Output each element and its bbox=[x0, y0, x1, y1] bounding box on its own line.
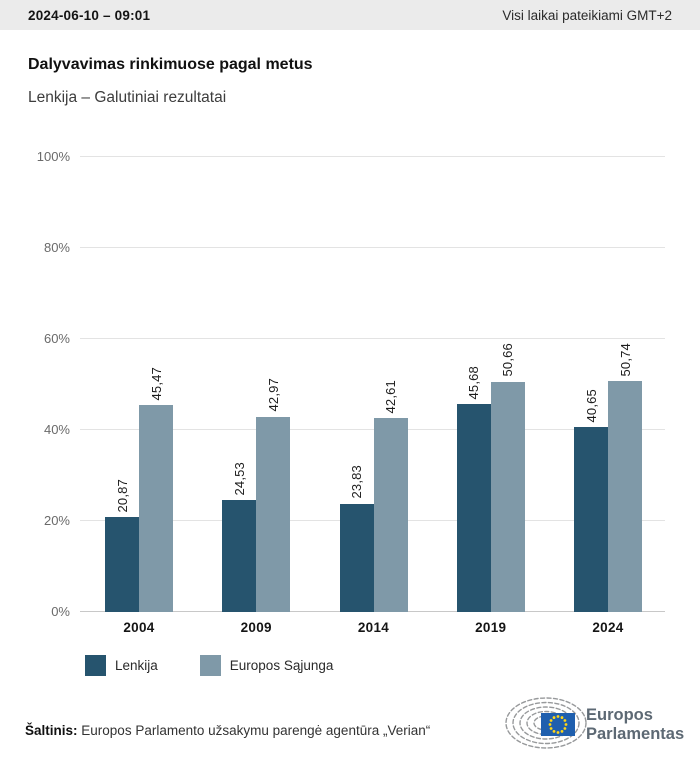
chart-legend bbox=[85, 655, 333, 676]
bar-value-label: 42,97 bbox=[265, 377, 281, 412]
bar-Lenkija-2004 bbox=[105, 517, 139, 612]
source-text: Europos Parlamento užsakymu parengė agentūra „Verian“ bbox=[81, 723, 431, 738]
y-axis-labels bbox=[0, 149, 70, 619]
legend-item-Europos Sąjunga bbox=[200, 655, 334, 676]
bar-group-2014 bbox=[340, 157, 408, 612]
bar-group-2019 bbox=[457, 157, 525, 612]
bar-column bbox=[256, 157, 290, 612]
bar-Lenkija-2009 bbox=[222, 500, 256, 612]
bar-value-label: 50,66 bbox=[500, 342, 516, 377]
eu-flag-star bbox=[553, 730, 556, 733]
bar-value-label: 42,61 bbox=[383, 379, 398, 414]
x-tick-label-2004: 2004 bbox=[123, 620, 155, 635]
bar-Lenkija-2014 bbox=[340, 504, 374, 612]
bar-column bbox=[457, 157, 491, 612]
bar-value-label: 45,68 bbox=[466, 365, 482, 400]
eu-flag-star bbox=[561, 730, 564, 733]
legend-label: Europos Sąjunga bbox=[229, 658, 334, 673]
eu-flag-star bbox=[550, 719, 553, 722]
logo-text-line2: Parlamentas bbox=[586, 725, 685, 743]
eu-flag-star bbox=[557, 715, 560, 718]
chart-title: Dalyvavimas rinkimuose pagal metus bbox=[28, 56, 313, 73]
bar-Europos Sąjunga-2019 bbox=[491, 382, 525, 613]
eu-flag-star bbox=[550, 727, 553, 730]
eu-flag-star bbox=[565, 723, 568, 726]
eu-flag-star bbox=[549, 723, 552, 726]
y-tick-label: 20% bbox=[43, 513, 70, 528]
bar-column bbox=[374, 157, 408, 612]
legend-label: Lenkija bbox=[115, 658, 158, 673]
bar-value-label: 45,47 bbox=[148, 366, 164, 401]
eu-flag-star bbox=[553, 716, 556, 719]
eu-flag-star bbox=[561, 716, 564, 719]
bar-column bbox=[105, 157, 139, 612]
chart-subtitle: Lenkija – Galutiniai rezultatai bbox=[28, 89, 227, 106]
bar-column bbox=[574, 157, 608, 612]
bar-column bbox=[608, 157, 642, 612]
bar-column bbox=[139, 157, 173, 612]
bar-value-label: 20,87 bbox=[114, 478, 130, 513]
european-parliament-logo bbox=[500, 694, 688, 752]
y-tick-label: 60% bbox=[43, 331, 70, 346]
legend-item-Lenkija bbox=[85, 655, 158, 676]
logo-text-line1: Europos bbox=[586, 706, 653, 724]
y-tick-label: 100% bbox=[36, 149, 70, 164]
x-tick-label-2024: 2024 bbox=[592, 620, 624, 635]
y-tick-label: 80% bbox=[43, 240, 70, 255]
header-timezone-note: Visi laikai pateikiami GMT+2 bbox=[502, 7, 672, 23]
bar-Lenkija-2024 bbox=[574, 427, 608, 612]
bar-value-label: 23,83 bbox=[349, 465, 364, 499]
bar-Europos Sąjunga-2014 bbox=[374, 418, 408, 612]
legend-swatch bbox=[200, 655, 221, 676]
bar-value-label: 24,53 bbox=[231, 461, 247, 496]
legend-swatch bbox=[85, 655, 106, 676]
y-tick-label: 0% bbox=[51, 604, 70, 619]
bar-column bbox=[340, 157, 374, 612]
source-note bbox=[25, 723, 430, 738]
x-axis-labels bbox=[80, 620, 665, 635]
bar-group-2004 bbox=[105, 157, 173, 612]
bar-Europos Sąjunga-2024 bbox=[608, 381, 642, 612]
header-datetime: 2024-06-10 – 09:01 bbox=[28, 7, 151, 23]
bar-column bbox=[491, 157, 525, 612]
header-bar bbox=[0, 0, 700, 30]
bar-column bbox=[222, 157, 256, 612]
x-tick-label-2014: 2014 bbox=[357, 620, 390, 635]
x-tick-label-2019: 2019 bbox=[475, 620, 507, 635]
bar-value-label: 50,74 bbox=[617, 342, 633, 377]
eu-flag-star bbox=[557, 731, 560, 734]
bar-value-label: 40,65 bbox=[583, 388, 599, 423]
bar-group-2009 bbox=[222, 157, 290, 612]
bar-Europos Sąjunga-2009 bbox=[256, 417, 290, 613]
bar-Europos Sąjunga-2004 bbox=[139, 405, 173, 612]
eu-flag-star bbox=[564, 727, 567, 730]
x-tick-label-2009: 2009 bbox=[240, 620, 272, 635]
bar-group-2024 bbox=[574, 157, 642, 612]
bar-chart-plot-area bbox=[80, 157, 665, 612]
source-label: Šaltinis: bbox=[25, 723, 78, 738]
y-tick-label: 40% bbox=[43, 422, 70, 437]
eu-flag-star bbox=[564, 719, 567, 722]
bar-Lenkija-2019 bbox=[457, 404, 491, 612]
bar-groups bbox=[80, 157, 665, 612]
